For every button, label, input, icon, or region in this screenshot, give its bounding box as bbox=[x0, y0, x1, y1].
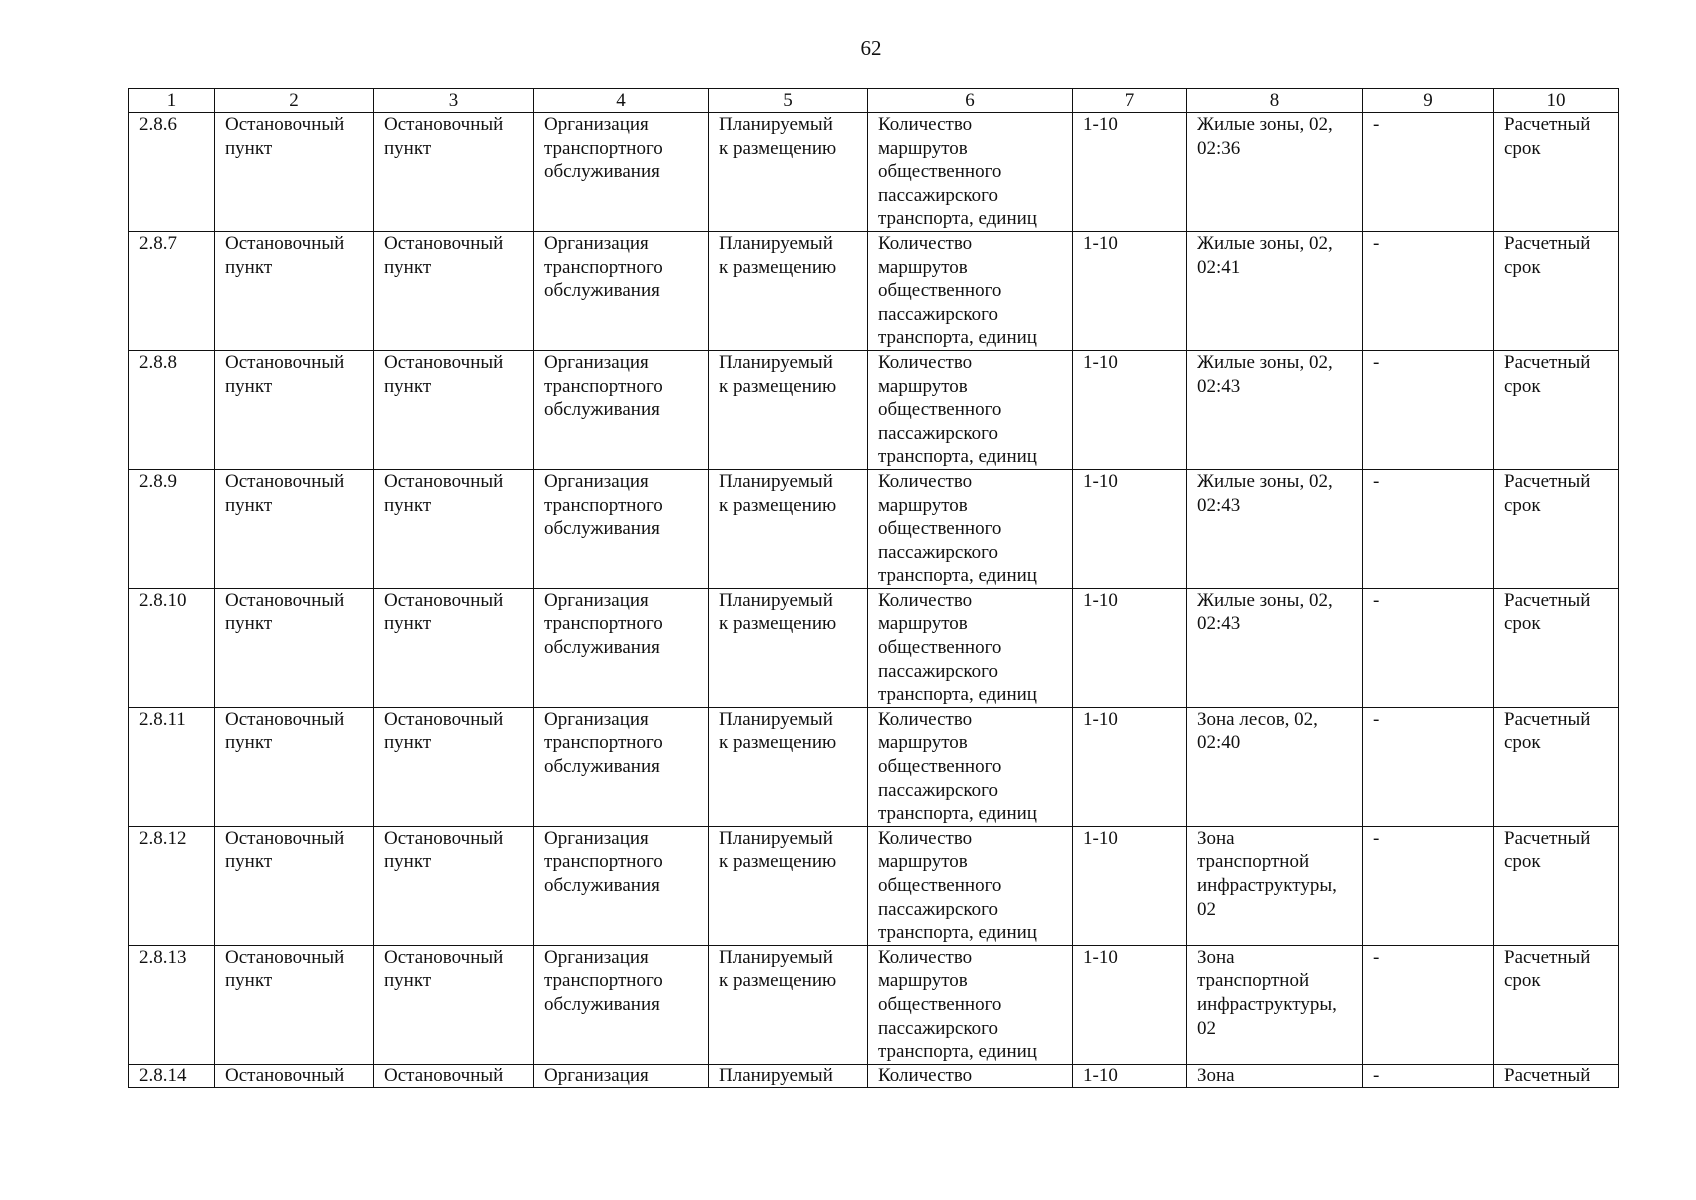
location-zone-cell bbox=[1187, 1064, 1363, 1087]
object-name-cell bbox=[215, 231, 374, 350]
item-number-text: 2.8.11 bbox=[139, 708, 186, 730]
protection-zone-cell bbox=[1363, 707, 1494, 826]
column-header: 8 bbox=[1187, 89, 1363, 113]
location-zone-cell bbox=[1187, 588, 1363, 707]
protection-zone-text: - bbox=[1373, 351, 1380, 373]
characteristic-cell bbox=[868, 469, 1073, 588]
characteristic-cell bbox=[868, 826, 1073, 945]
object-name-cell bbox=[215, 113, 374, 232]
implementation-term-text: Расчетный срок bbox=[1504, 946, 1591, 992]
object-type-text: Остановочный пункт bbox=[384, 589, 504, 635]
characteristic-text: Количество маршрутов общественного пассажирского транспорта, единиц bbox=[878, 946, 1037, 1063]
object-name-text: Остановочный пункт bbox=[225, 470, 345, 516]
status-text: Планируемый к размещению bbox=[719, 946, 837, 992]
characteristic-text: Количество маршрутов общественного пассажирского транспорта, единиц bbox=[878, 589, 1037, 706]
item-number-cell bbox=[129, 1064, 215, 1087]
location-zone-cell bbox=[1187, 469, 1363, 588]
status-cell bbox=[709, 231, 868, 350]
implementation-term-text: Расчетный срок bbox=[1504, 114, 1591, 159]
protection-zone-cell bbox=[1363, 588, 1494, 707]
object-type-text: Остановочный пункт bbox=[384, 232, 504, 278]
purpose-text: Организация транспортного обслуживания bbox=[544, 114, 663, 183]
column-header: 1 bbox=[129, 89, 215, 113]
implementation-term-text: Расчетный срок bbox=[1504, 827, 1591, 873]
item-number-text: 2.8.13 bbox=[139, 946, 187, 968]
purpose-cell bbox=[534, 231, 709, 350]
object-name-text: Остановочный пункт bbox=[225, 232, 345, 278]
status-text: Планируемый к размещению bbox=[719, 708, 837, 754]
object-type-text: Остановочный пункт bbox=[384, 114, 504, 159]
protection-zone-cell bbox=[1363, 231, 1494, 350]
object-type-text: Остановочный bbox=[384, 1064, 504, 1086]
value-cell bbox=[1073, 826, 1187, 945]
characteristic-cell bbox=[868, 707, 1073, 826]
object-type-cell bbox=[374, 113, 534, 232]
objects-table bbox=[128, 88, 1619, 1088]
item-number-cell bbox=[129, 350, 215, 469]
protection-zone-cell bbox=[1363, 469, 1494, 588]
location-zone-cell bbox=[1187, 945, 1363, 1064]
column-header: 10 bbox=[1494, 89, 1619, 113]
value-cell bbox=[1073, 945, 1187, 1064]
item-number-text: 2.8.8 bbox=[139, 351, 177, 373]
characteristic-cell bbox=[868, 113, 1073, 232]
object-name-text: Остановочный пункт bbox=[225, 827, 345, 873]
status-cell bbox=[709, 707, 868, 826]
characteristic-text: Количество маршрутов общественного пассажирского транспорта, единиц bbox=[878, 351, 1037, 468]
table-row bbox=[129, 826, 1619, 945]
location-zone-text: Зона bbox=[1197, 1064, 1235, 1086]
item-number-text: 2.8.7 bbox=[139, 232, 177, 254]
location-zone-text: Жилые зоны, 02, 02:43 bbox=[1197, 589, 1333, 635]
value-cell bbox=[1073, 469, 1187, 588]
status-cell bbox=[709, 113, 868, 232]
characteristic-cell bbox=[868, 945, 1073, 1064]
location-zone-text: Жилые зоны, 02, 02:36 bbox=[1197, 114, 1333, 159]
object-type-cell bbox=[374, 826, 534, 945]
purpose-cell bbox=[534, 113, 709, 232]
table-row bbox=[129, 469, 1619, 588]
value-text: 1-10 bbox=[1083, 114, 1118, 135]
page-number: 62 bbox=[860, 36, 882, 60]
protection-zone-cell bbox=[1363, 1064, 1494, 1087]
status-text: Планируемый к размещению bbox=[719, 470, 837, 516]
characteristic-text: Количество bbox=[878, 1064, 973, 1086]
characteristic-text: Количество маршрутов общественного пассажирского транспорта, единиц bbox=[878, 470, 1037, 587]
object-name-text: Остановочный пункт bbox=[225, 589, 345, 635]
characteristic-text: Количество маршрутов общественного пассажирского транспорта, единиц bbox=[878, 708, 1037, 825]
value-text: 1-10 bbox=[1083, 351, 1118, 373]
implementation-term-text: Расчетный срок bbox=[1504, 351, 1591, 397]
object-type-cell bbox=[374, 1064, 534, 1087]
value-cell bbox=[1073, 1064, 1187, 1087]
location-zone-text: Жилые зоны, 02, 02:41 bbox=[1197, 232, 1333, 278]
status-text: Планируемый к размещению bbox=[719, 351, 837, 397]
implementation-term-cell bbox=[1494, 350, 1619, 469]
object-type-cell bbox=[374, 350, 534, 469]
status-text: Планируемый bbox=[719, 1064, 833, 1086]
object-name-cell bbox=[215, 1064, 374, 1087]
object-name-text: Остановочный пункт bbox=[225, 114, 345, 159]
purpose-cell bbox=[534, 588, 709, 707]
object-type-cell bbox=[374, 707, 534, 826]
item-number-cell bbox=[129, 707, 215, 826]
value-text: 1-10 bbox=[1083, 827, 1118, 849]
status-cell bbox=[709, 350, 868, 469]
purpose-cell bbox=[534, 350, 709, 469]
protection-zone-text: - bbox=[1373, 1064, 1380, 1086]
item-number-cell bbox=[129, 826, 215, 945]
characteristic-cell bbox=[868, 231, 1073, 350]
value-text: 1-10 bbox=[1083, 232, 1118, 254]
table-row bbox=[129, 945, 1619, 1064]
location-zone-text: Жилые зоны, 02, 02:43 bbox=[1197, 470, 1333, 516]
item-number-text: 2.8.6 bbox=[139, 114, 177, 135]
item-number-text: 2.8.12 bbox=[139, 827, 187, 849]
protection-zone-text: - bbox=[1373, 589, 1380, 611]
purpose-cell bbox=[534, 826, 709, 945]
column-header: 9 bbox=[1363, 89, 1494, 113]
implementation-term-cell bbox=[1494, 469, 1619, 588]
table-row bbox=[129, 113, 1619, 232]
item-number-cell bbox=[129, 469, 215, 588]
implementation-term-cell bbox=[1494, 231, 1619, 350]
value-cell bbox=[1073, 113, 1187, 232]
implementation-term-text: Расчетный срок bbox=[1504, 708, 1591, 754]
location-zone-cell bbox=[1187, 826, 1363, 945]
status-text: Планируемый к размещению bbox=[719, 114, 837, 159]
purpose-cell bbox=[534, 469, 709, 588]
purpose-text: Организация bbox=[544, 1064, 649, 1086]
purpose-cell bbox=[534, 707, 709, 826]
object-type-text: Остановочный пункт bbox=[384, 827, 504, 873]
item-number-text: 2.8.14 bbox=[139, 1064, 187, 1086]
object-type-text: Остановочный пункт bbox=[384, 351, 504, 397]
object-type-cell bbox=[374, 945, 534, 1064]
purpose-cell bbox=[534, 945, 709, 1064]
object-type-text: Остановочный пункт bbox=[384, 708, 504, 754]
value-text: 1-10 bbox=[1083, 589, 1118, 611]
value-cell bbox=[1073, 707, 1187, 826]
protection-zone-cell bbox=[1363, 826, 1494, 945]
status-text: Планируемый к размещению bbox=[719, 827, 837, 873]
value-text: 1-10 bbox=[1083, 470, 1118, 492]
object-name-text: Остановочный пункт bbox=[225, 946, 345, 992]
table-row bbox=[129, 1064, 1619, 1087]
value-cell bbox=[1073, 588, 1187, 707]
status-cell bbox=[709, 588, 868, 707]
status-cell bbox=[709, 469, 868, 588]
table-row bbox=[129, 231, 1619, 350]
purpose-text: Организация транспортного обслуживания bbox=[544, 827, 663, 896]
purpose-text: Организация транспортного обслуживания bbox=[544, 708, 663, 778]
implementation-term-text: Расчетный срок bbox=[1504, 589, 1591, 635]
object-name-text: Остановочный пункт bbox=[225, 708, 345, 754]
protection-zone-cell bbox=[1363, 113, 1494, 232]
purpose-text: Организация транспортного обслуживания bbox=[544, 470, 663, 540]
characteristic-text: Количество маршрутов общественного пассажирского транспорта, единиц bbox=[878, 232, 1037, 349]
purpose-cell bbox=[534, 1064, 709, 1087]
object-name-cell bbox=[215, 945, 374, 1064]
status-text: Планируемый к размещению bbox=[719, 589, 837, 635]
implementation-term-cell bbox=[1494, 588, 1619, 707]
characteristic-cell bbox=[868, 1064, 1073, 1087]
implementation-term-cell bbox=[1494, 113, 1619, 232]
protection-zone-cell bbox=[1363, 350, 1494, 469]
item-number-cell bbox=[129, 113, 215, 232]
location-zone-cell bbox=[1187, 231, 1363, 350]
implementation-term-text: Расчетный bbox=[1504, 1064, 1591, 1086]
object-name-text: Остановочный bbox=[225, 1064, 345, 1086]
purpose-text: Организация транспортного обслуживания bbox=[544, 946, 663, 1015]
value-text: 1-10 bbox=[1083, 946, 1118, 968]
implementation-term-cell bbox=[1494, 707, 1619, 826]
status-cell bbox=[709, 1064, 868, 1087]
object-type-cell bbox=[374, 469, 534, 588]
object-name-cell bbox=[215, 707, 374, 826]
column-header: 3 bbox=[374, 89, 534, 113]
object-name-cell bbox=[215, 826, 374, 945]
location-zone-cell bbox=[1187, 707, 1363, 826]
value-cell bbox=[1073, 350, 1187, 469]
implementation-term-text: Расчетный срок bbox=[1504, 232, 1591, 278]
object-type-cell bbox=[374, 231, 534, 350]
implementation-term-text: Расчетный срок bbox=[1504, 470, 1591, 516]
column-header: 2 bbox=[215, 89, 374, 113]
protection-zone-text: - bbox=[1373, 946, 1380, 968]
status-cell bbox=[709, 826, 868, 945]
column-header: 6 bbox=[868, 89, 1073, 113]
purpose-text: Организация транспортного обслуживания bbox=[544, 589, 663, 659]
implementation-term-cell bbox=[1494, 1064, 1619, 1087]
implementation-term-cell bbox=[1494, 945, 1619, 1064]
location-zone-text: Зона транспортной инфраструктуры, 02 bbox=[1197, 946, 1337, 1039]
status-text: Планируемый к размещению bbox=[719, 232, 837, 278]
implementation-term-cell bbox=[1494, 826, 1619, 945]
column-header: 4 bbox=[534, 89, 709, 113]
table-row bbox=[129, 350, 1619, 469]
item-number-text: 2.8.9 bbox=[139, 470, 177, 492]
status-cell bbox=[709, 945, 868, 1064]
characteristic-text: Количество маршрутов общественного пассажирского транспорта, единиц bbox=[878, 827, 1037, 944]
value-text: 1-10 bbox=[1083, 708, 1118, 730]
object-type-text: Остановочный пункт bbox=[384, 946, 504, 992]
protection-zone-text: - bbox=[1373, 114, 1380, 135]
column-header: 7 bbox=[1073, 89, 1187, 113]
protection-zone-cell bbox=[1363, 945, 1494, 1064]
characteristic-text: Количество маршрутов общественного пассажирского транспорта, единиц bbox=[878, 114, 1037, 230]
protection-zone-text: - bbox=[1373, 827, 1380, 849]
purpose-text: Организация транспортного обслуживания bbox=[544, 232, 663, 302]
object-name-text: Остановочный пункт bbox=[225, 351, 345, 397]
value-text: 1-10 bbox=[1083, 1064, 1118, 1086]
item-number-cell bbox=[129, 231, 215, 350]
characteristic-cell bbox=[868, 350, 1073, 469]
table-row bbox=[129, 707, 1619, 826]
location-zone-cell bbox=[1187, 350, 1363, 469]
table-header-row bbox=[129, 89, 1619, 113]
location-zone-text: Зона лесов, 02, 02:40 bbox=[1197, 708, 1318, 754]
object-type-text: Остановочный пункт bbox=[384, 470, 504, 516]
location-zone-cell bbox=[1187, 113, 1363, 232]
object-name-cell bbox=[215, 588, 374, 707]
object-name-cell bbox=[215, 350, 374, 469]
object-type-cell bbox=[374, 588, 534, 707]
purpose-text: Организация транспортного обслуживания bbox=[544, 351, 663, 421]
item-number-cell bbox=[129, 945, 215, 1064]
object-name-cell bbox=[215, 469, 374, 588]
item-number-cell bbox=[129, 588, 215, 707]
protection-zone-text: - bbox=[1373, 708, 1380, 730]
column-header: 5 bbox=[709, 89, 868, 113]
characteristic-cell bbox=[868, 588, 1073, 707]
protection-zone-text: - bbox=[1373, 232, 1380, 254]
location-zone-text: Зона транспортной инфраструктуры, 02 bbox=[1197, 827, 1337, 920]
item-number-text: 2.8.10 bbox=[139, 589, 187, 611]
protection-zone-text: - bbox=[1373, 470, 1380, 492]
table-row bbox=[129, 588, 1619, 707]
value-cell bbox=[1073, 231, 1187, 350]
location-zone-text: Жилые зоны, 02, 02:43 bbox=[1197, 351, 1333, 397]
